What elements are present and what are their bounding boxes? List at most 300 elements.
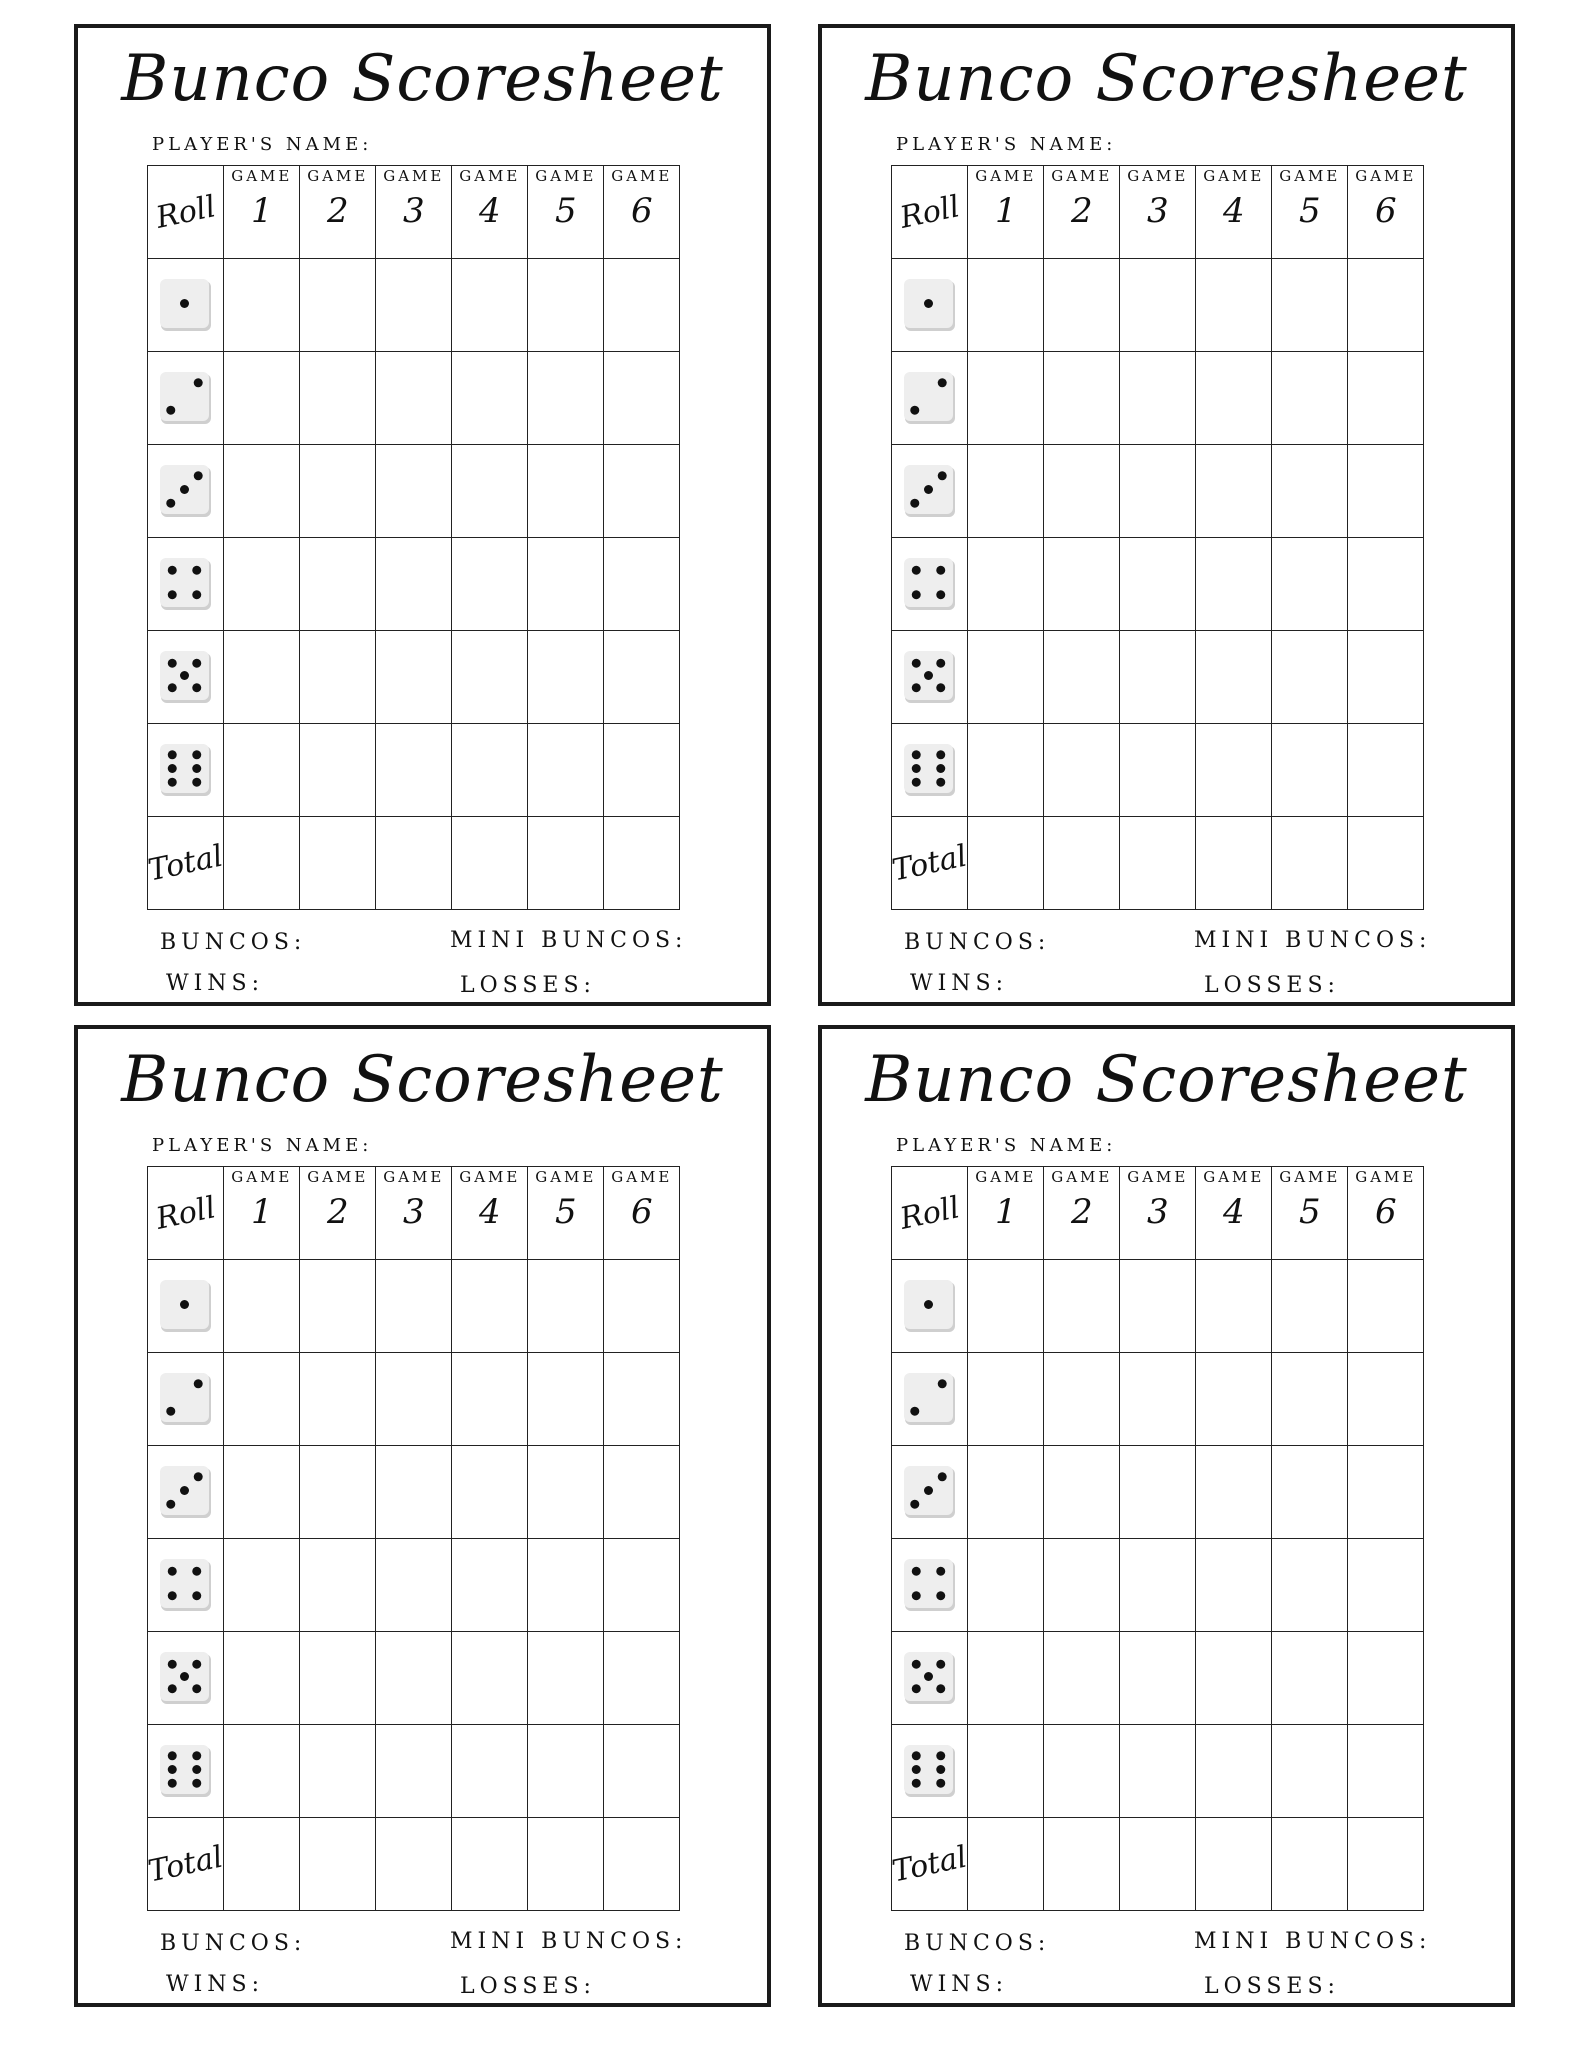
game-number: 2 xyxy=(1070,191,1093,231)
die-face-icon xyxy=(903,278,957,332)
score-cell[interactable] xyxy=(604,1539,680,1632)
score-cell[interactable] xyxy=(224,259,300,352)
die-cell xyxy=(148,1260,224,1353)
score-cell[interactable] xyxy=(1196,1725,1272,1818)
score-cell[interactable] xyxy=(1044,352,1120,445)
die-pip xyxy=(167,1591,176,1600)
score-cell[interactable] xyxy=(1348,259,1424,352)
die-cell xyxy=(892,352,968,445)
score-cell[interactable] xyxy=(224,1353,300,1446)
game-number: 3 xyxy=(1146,191,1169,231)
total-cell[interactable] xyxy=(1120,817,1196,910)
total-cell[interactable] xyxy=(376,1818,452,1911)
score-cell[interactable] xyxy=(224,1260,300,1353)
score-cell[interactable] xyxy=(300,259,376,352)
die-pip xyxy=(936,590,945,599)
score-cell[interactable] xyxy=(224,445,300,538)
losses-field[interactable]: LOSSES: xyxy=(1204,1974,1340,1999)
score-cell[interactable] xyxy=(224,1632,300,1725)
score-cell[interactable] xyxy=(224,538,300,631)
die-face-icon xyxy=(903,650,957,704)
player-name-field[interactable]: PLAYER'S NAME: xyxy=(896,1135,1117,1156)
score-cell[interactable] xyxy=(1196,1353,1272,1446)
game-header xyxy=(1120,166,1196,259)
game-number: 4 xyxy=(478,191,501,231)
mini-buncos-field[interactable]: MINI BUNCOS: xyxy=(1194,1929,1432,1954)
game-header xyxy=(300,166,376,259)
score-cell[interactable] xyxy=(1196,445,1272,538)
score-cell[interactable] xyxy=(376,445,452,538)
score-cell[interactable] xyxy=(604,724,680,817)
score-cell[interactable] xyxy=(968,631,1044,724)
score-cell[interactable] xyxy=(376,259,452,352)
game-header xyxy=(376,1167,452,1260)
die-pip xyxy=(936,778,945,787)
game-word: GAME xyxy=(459,167,521,185)
buncos-field[interactable]: BUNCOS: xyxy=(904,930,1051,955)
score-cell[interactable] xyxy=(300,352,376,445)
game-word: GAME xyxy=(1355,167,1417,185)
score-cell[interactable] xyxy=(1348,1539,1424,1632)
die-pip xyxy=(192,1684,201,1693)
score-cell[interactable] xyxy=(1044,724,1120,817)
score-cell[interactable] xyxy=(1044,1353,1120,1446)
score-cell[interactable] xyxy=(1348,1260,1424,1353)
die-pip xyxy=(167,1765,176,1774)
score-cell[interactable] xyxy=(1348,1632,1424,1725)
score-cell[interactable] xyxy=(376,1260,452,1353)
die-pip xyxy=(936,750,945,759)
game-header xyxy=(528,166,604,259)
total-label: Total xyxy=(889,1839,971,1889)
score-cell[interactable] xyxy=(1272,724,1348,817)
score-cell[interactable] xyxy=(1196,631,1272,724)
die-pip xyxy=(911,566,920,575)
score-cell[interactable] xyxy=(376,1539,452,1632)
die-face-icon xyxy=(159,1651,213,1705)
wins-field[interactable]: WINS: xyxy=(166,1972,265,1997)
total-cell[interactable] xyxy=(1196,817,1272,910)
game-number: 4 xyxy=(1222,191,1245,231)
total-cell[interactable] xyxy=(1272,1818,1348,1911)
buncos-field[interactable]: BUNCOS: xyxy=(160,1931,307,1956)
score-cell[interactable] xyxy=(300,724,376,817)
scoresheet-title: Bunco Scoresheet xyxy=(121,42,724,116)
die-pip xyxy=(924,299,933,308)
score-cell[interactable] xyxy=(452,445,528,538)
score-cell[interactable] xyxy=(300,1632,376,1725)
die-face-icon xyxy=(159,1465,213,1519)
die-face-icon xyxy=(159,464,213,518)
wins-field[interactable]: WINS: xyxy=(910,1972,1009,1997)
mini-buncos-field[interactable]: MINI BUNCOS: xyxy=(1194,928,1432,953)
score-cell[interactable] xyxy=(528,724,604,817)
die-pip xyxy=(937,1472,946,1481)
die-pip xyxy=(192,683,201,692)
player-name-field[interactable]: PLAYER'S NAME: xyxy=(152,134,373,155)
losses-field[interactable]: LOSSES: xyxy=(1204,973,1340,998)
score-cell[interactable] xyxy=(224,724,300,817)
total-cell[interactable] xyxy=(300,817,376,910)
die-pip xyxy=(167,750,176,759)
total-cell[interactable] xyxy=(968,1818,1044,1911)
game-number: 6 xyxy=(1374,191,1397,231)
score-cell[interactable] xyxy=(300,538,376,631)
score-cell[interactable] xyxy=(968,352,1044,445)
die-pip xyxy=(193,471,202,480)
die-pip xyxy=(936,1779,945,1788)
score-cell[interactable] xyxy=(968,1260,1044,1353)
die-pip xyxy=(167,1567,176,1576)
game-number: 2 xyxy=(326,191,349,231)
total-header xyxy=(145,1818,227,1911)
die-pip xyxy=(180,671,189,680)
game-word: GAME xyxy=(535,167,597,185)
game-number: 2 xyxy=(326,1192,349,1232)
total-cell[interactable] xyxy=(968,817,1044,910)
game-word: GAME xyxy=(1203,167,1265,185)
score-cell[interactable] xyxy=(1196,259,1272,352)
score-cell[interactable] xyxy=(604,1632,680,1725)
score-cell[interactable] xyxy=(1196,1539,1272,1632)
score-cell[interactable] xyxy=(224,1725,300,1818)
score-cell[interactable] xyxy=(300,631,376,724)
score-cell[interactable] xyxy=(1196,352,1272,445)
mini-buncos-field[interactable]: MINI BUNCOS: xyxy=(450,928,688,953)
game-word: GAME xyxy=(1051,1168,1113,1186)
score-cell[interactable] xyxy=(1044,1260,1120,1353)
die-pip xyxy=(937,1379,946,1388)
score-cell[interactable] xyxy=(528,1725,604,1818)
score-cell[interactable] xyxy=(604,445,680,538)
player-name-field[interactable]: PLAYER'S NAME: xyxy=(152,1135,373,1156)
game-number: 5 xyxy=(554,1192,577,1232)
game-word: GAME xyxy=(1355,1168,1417,1186)
die-face-icon xyxy=(159,557,213,611)
score-cell[interactable] xyxy=(1196,538,1272,631)
score-cell[interactable] xyxy=(1272,1353,1348,1446)
die-pip xyxy=(180,299,189,308)
score-cell[interactable] xyxy=(452,538,528,631)
die-pip xyxy=(167,659,176,668)
score-cell[interactable] xyxy=(528,1539,604,1632)
score-cell[interactable] xyxy=(1044,631,1120,724)
total-cell[interactable] xyxy=(300,1818,376,1911)
score-cell[interactable] xyxy=(376,1632,452,1725)
game-number: 6 xyxy=(630,1192,653,1232)
score-cell[interactable] xyxy=(1044,259,1120,352)
die-pip xyxy=(192,750,201,759)
score-cell[interactable] xyxy=(452,724,528,817)
score-cell[interactable] xyxy=(1272,352,1348,445)
score-cell[interactable] xyxy=(968,724,1044,817)
scoresheet-card xyxy=(818,1025,1515,2007)
score-cell[interactable] xyxy=(300,1260,376,1353)
die-face-icon xyxy=(903,1651,957,1705)
scoresheet-card xyxy=(818,24,1515,1006)
game-word: GAME xyxy=(1051,167,1113,185)
die-pip xyxy=(936,1765,945,1774)
score-cell[interactable] xyxy=(528,259,604,352)
score-cell[interactable] xyxy=(604,1353,680,1446)
score-cell[interactable] xyxy=(1120,1353,1196,1446)
mini-buncos-field[interactable]: MINI BUNCOS: xyxy=(450,1929,688,1954)
score-cell[interactable] xyxy=(604,259,680,352)
total-cell[interactable] xyxy=(1120,1818,1196,1911)
score-cell[interactable] xyxy=(604,1446,680,1539)
score-cell[interactable] xyxy=(452,1446,528,1539)
score-cell[interactable] xyxy=(1044,1632,1120,1725)
game-number: 2 xyxy=(1070,1192,1093,1232)
game-number: 1 xyxy=(250,191,273,231)
player-name-field[interactable]: PLAYER'S NAME: xyxy=(896,134,1117,155)
score-cell[interactable] xyxy=(452,1353,528,1446)
die-cell xyxy=(892,445,968,538)
score-cell[interactable] xyxy=(1348,352,1424,445)
die-pip xyxy=(936,764,945,773)
die-pip xyxy=(911,1751,920,1760)
score-cell[interactable] xyxy=(452,1260,528,1353)
score-cell[interactable] xyxy=(376,1725,452,1818)
score-cell[interactable] xyxy=(604,631,680,724)
total-cell[interactable] xyxy=(376,817,452,910)
game-word: GAME xyxy=(611,1168,673,1186)
total-cell[interactable] xyxy=(528,817,604,910)
score-cell[interactable] xyxy=(528,538,604,631)
die-cell xyxy=(892,1632,968,1725)
die-face-icon xyxy=(903,1279,957,1333)
score-cell[interactable] xyxy=(1120,724,1196,817)
score-cell[interactable] xyxy=(968,1353,1044,1446)
die-face-icon xyxy=(903,464,957,518)
score-cell[interactable] xyxy=(224,1539,300,1632)
game-header xyxy=(1196,166,1272,259)
score-cell[interactable] xyxy=(1120,1632,1196,1725)
die-pip xyxy=(910,1407,919,1416)
score-cell[interactable] xyxy=(300,1539,376,1632)
game-number: 5 xyxy=(554,191,577,231)
score-cell[interactable] xyxy=(1272,631,1348,724)
game-number: 3 xyxy=(402,1192,425,1232)
score-cell[interactable] xyxy=(452,352,528,445)
die-cell xyxy=(892,1353,968,1446)
score-cell[interactable] xyxy=(376,1446,452,1539)
die-cell xyxy=(892,1539,968,1632)
score-cell[interactable] xyxy=(528,631,604,724)
score-cell[interactable] xyxy=(224,1446,300,1539)
score-cell[interactable] xyxy=(1272,1632,1348,1725)
wins-field[interactable]: WINS: xyxy=(910,971,1009,996)
score-cell[interactable] xyxy=(376,352,452,445)
score-cell[interactable] xyxy=(1348,538,1424,631)
score-cell[interactable] xyxy=(1272,1446,1348,1539)
total-cell[interactable] xyxy=(224,1818,300,1911)
score-cell[interactable] xyxy=(300,445,376,538)
die-pip xyxy=(167,683,176,692)
score-cell[interactable] xyxy=(528,1632,604,1725)
die-pip xyxy=(924,671,933,680)
score-cell[interactable] xyxy=(1348,1446,1424,1539)
score-grid xyxy=(147,1166,680,1911)
score-cell[interactable] xyxy=(1196,1632,1272,1725)
score-cell[interactable] xyxy=(1044,1446,1120,1539)
score-cell[interactable] xyxy=(604,538,680,631)
score-cell[interactable] xyxy=(300,1446,376,1539)
score-cell[interactable] xyxy=(1348,724,1424,817)
score-cell[interactable] xyxy=(604,1260,680,1353)
game-word: GAME xyxy=(231,167,293,185)
score-cell[interactable] xyxy=(1120,259,1196,352)
score-cell[interactable] xyxy=(528,445,604,538)
score-cell[interactable] xyxy=(528,1260,604,1353)
score-cell[interactable] xyxy=(528,352,604,445)
total-cell[interactable] xyxy=(1044,1818,1120,1911)
die-pip xyxy=(937,378,946,387)
game-header xyxy=(224,1167,300,1260)
score-cell[interactable] xyxy=(604,1725,680,1818)
score-cell[interactable] xyxy=(224,631,300,724)
score-cell[interactable] xyxy=(452,631,528,724)
die-face-icon xyxy=(903,1372,957,1426)
score-cell[interactable] xyxy=(968,1539,1044,1632)
game-number: 6 xyxy=(1374,1192,1397,1232)
game-word: GAME xyxy=(975,167,1037,185)
score-cell[interactable] xyxy=(1120,1446,1196,1539)
score-cell[interactable] xyxy=(968,259,1044,352)
score-cell[interactable] xyxy=(452,1725,528,1818)
total-cell[interactable] xyxy=(452,1818,528,1911)
score-cell[interactable] xyxy=(1120,352,1196,445)
score-cell[interactable] xyxy=(1272,538,1348,631)
score-cell[interactable] xyxy=(968,1632,1044,1725)
die-pip xyxy=(166,499,175,508)
score-cell[interactable] xyxy=(1196,1446,1272,1539)
game-word: GAME xyxy=(383,1168,445,1186)
losses-field[interactable]: LOSSES: xyxy=(460,1974,596,1999)
total-cell[interactable] xyxy=(604,817,680,910)
die-cell xyxy=(148,1446,224,1539)
wins-field[interactable]: WINS: xyxy=(166,971,265,996)
die-pip xyxy=(180,1486,189,1495)
score-cell[interactable] xyxy=(376,631,452,724)
die-pip xyxy=(911,1684,920,1693)
score-cell[interactable] xyxy=(1272,1260,1348,1353)
score-cell[interactable] xyxy=(1348,445,1424,538)
game-word: GAME xyxy=(307,167,369,185)
die-pip xyxy=(192,1660,201,1669)
score-cell[interactable] xyxy=(1348,631,1424,724)
score-cell[interactable] xyxy=(452,259,528,352)
score-cell[interactable] xyxy=(1272,445,1348,538)
die-pip xyxy=(167,764,176,773)
score-cell[interactable] xyxy=(1272,1539,1348,1632)
score-cell[interactable] xyxy=(1044,538,1120,631)
game-header xyxy=(300,1167,376,1260)
die-pip xyxy=(924,1672,933,1681)
buncos-field[interactable]: BUNCOS: xyxy=(160,930,307,955)
score-cell[interactable] xyxy=(1044,1539,1120,1632)
score-cell[interactable] xyxy=(1120,1260,1196,1353)
score-cell[interactable] xyxy=(528,1446,604,1539)
game-header xyxy=(1044,1167,1120,1260)
die-cell xyxy=(148,1725,224,1818)
game-word: GAME xyxy=(1203,1168,1265,1186)
score-cell[interactable] xyxy=(1120,538,1196,631)
score-cell[interactable] xyxy=(224,352,300,445)
score-cell[interactable] xyxy=(300,1725,376,1818)
total-cell[interactable] xyxy=(224,817,300,910)
score-cell[interactable] xyxy=(376,1353,452,1446)
score-cell[interactable] xyxy=(376,538,452,631)
total-cell[interactable] xyxy=(1348,817,1424,910)
total-header xyxy=(889,817,971,910)
score-cell[interactable] xyxy=(968,445,1044,538)
score-cell[interactable] xyxy=(1044,445,1120,538)
game-word: GAME xyxy=(1279,167,1341,185)
score-cell[interactable] xyxy=(1272,1725,1348,1818)
game-word: GAME xyxy=(459,1168,521,1186)
total-cell[interactable] xyxy=(1044,817,1120,910)
roll-label: Roll xyxy=(896,188,963,236)
score-cell[interactable] xyxy=(1044,1725,1120,1818)
score-cell[interactable] xyxy=(1272,259,1348,352)
score-cell[interactable] xyxy=(1348,1725,1424,1818)
score-cell[interactable] xyxy=(376,724,452,817)
die-cell xyxy=(892,259,968,352)
score-cell[interactable] xyxy=(968,1725,1044,1818)
scoresheet-title: Bunco Scoresheet xyxy=(121,1043,724,1117)
score-cell[interactable] xyxy=(968,538,1044,631)
losses-field[interactable]: LOSSES: xyxy=(460,973,596,998)
die-face-icon xyxy=(159,1279,213,1333)
score-cell[interactable] xyxy=(1120,1539,1196,1632)
game-header xyxy=(528,1167,604,1260)
score-cell[interactable] xyxy=(452,1632,528,1725)
score-cell[interactable] xyxy=(1120,445,1196,538)
total-cell[interactable] xyxy=(1196,1818,1272,1911)
game-header xyxy=(968,166,1044,259)
die-pip xyxy=(193,378,202,387)
game-word: GAME xyxy=(1127,167,1189,185)
score-cell[interactable] xyxy=(300,1353,376,1446)
total-cell[interactable] xyxy=(604,1818,680,1911)
score-cell[interactable] xyxy=(1196,724,1272,817)
die-pip xyxy=(911,1765,920,1774)
die-pip xyxy=(910,499,919,508)
score-cell[interactable] xyxy=(1120,631,1196,724)
score-cell[interactable] xyxy=(452,1539,528,1632)
game-number: 4 xyxy=(478,1192,501,1232)
die-cell xyxy=(892,1260,968,1353)
score-cell[interactable] xyxy=(968,1446,1044,1539)
buncos-field[interactable]: BUNCOS: xyxy=(904,1931,1051,1956)
score-cell[interactable] xyxy=(1348,1353,1424,1446)
die-pip xyxy=(166,1407,175,1416)
score-cell[interactable] xyxy=(1196,1260,1272,1353)
die-pip xyxy=(192,778,201,787)
score-cell[interactable] xyxy=(604,352,680,445)
total-cell[interactable] xyxy=(528,1818,604,1911)
total-label: Total xyxy=(889,838,971,888)
total-cell[interactable] xyxy=(452,817,528,910)
game-number: 3 xyxy=(1146,1192,1169,1232)
total-header xyxy=(889,1818,971,1911)
score-cell[interactable] xyxy=(528,1353,604,1446)
total-cell[interactable] xyxy=(1348,1818,1424,1911)
die-pip xyxy=(911,1591,920,1600)
score-cell[interactable] xyxy=(1120,1725,1196,1818)
total-cell[interactable] xyxy=(1272,817,1348,910)
